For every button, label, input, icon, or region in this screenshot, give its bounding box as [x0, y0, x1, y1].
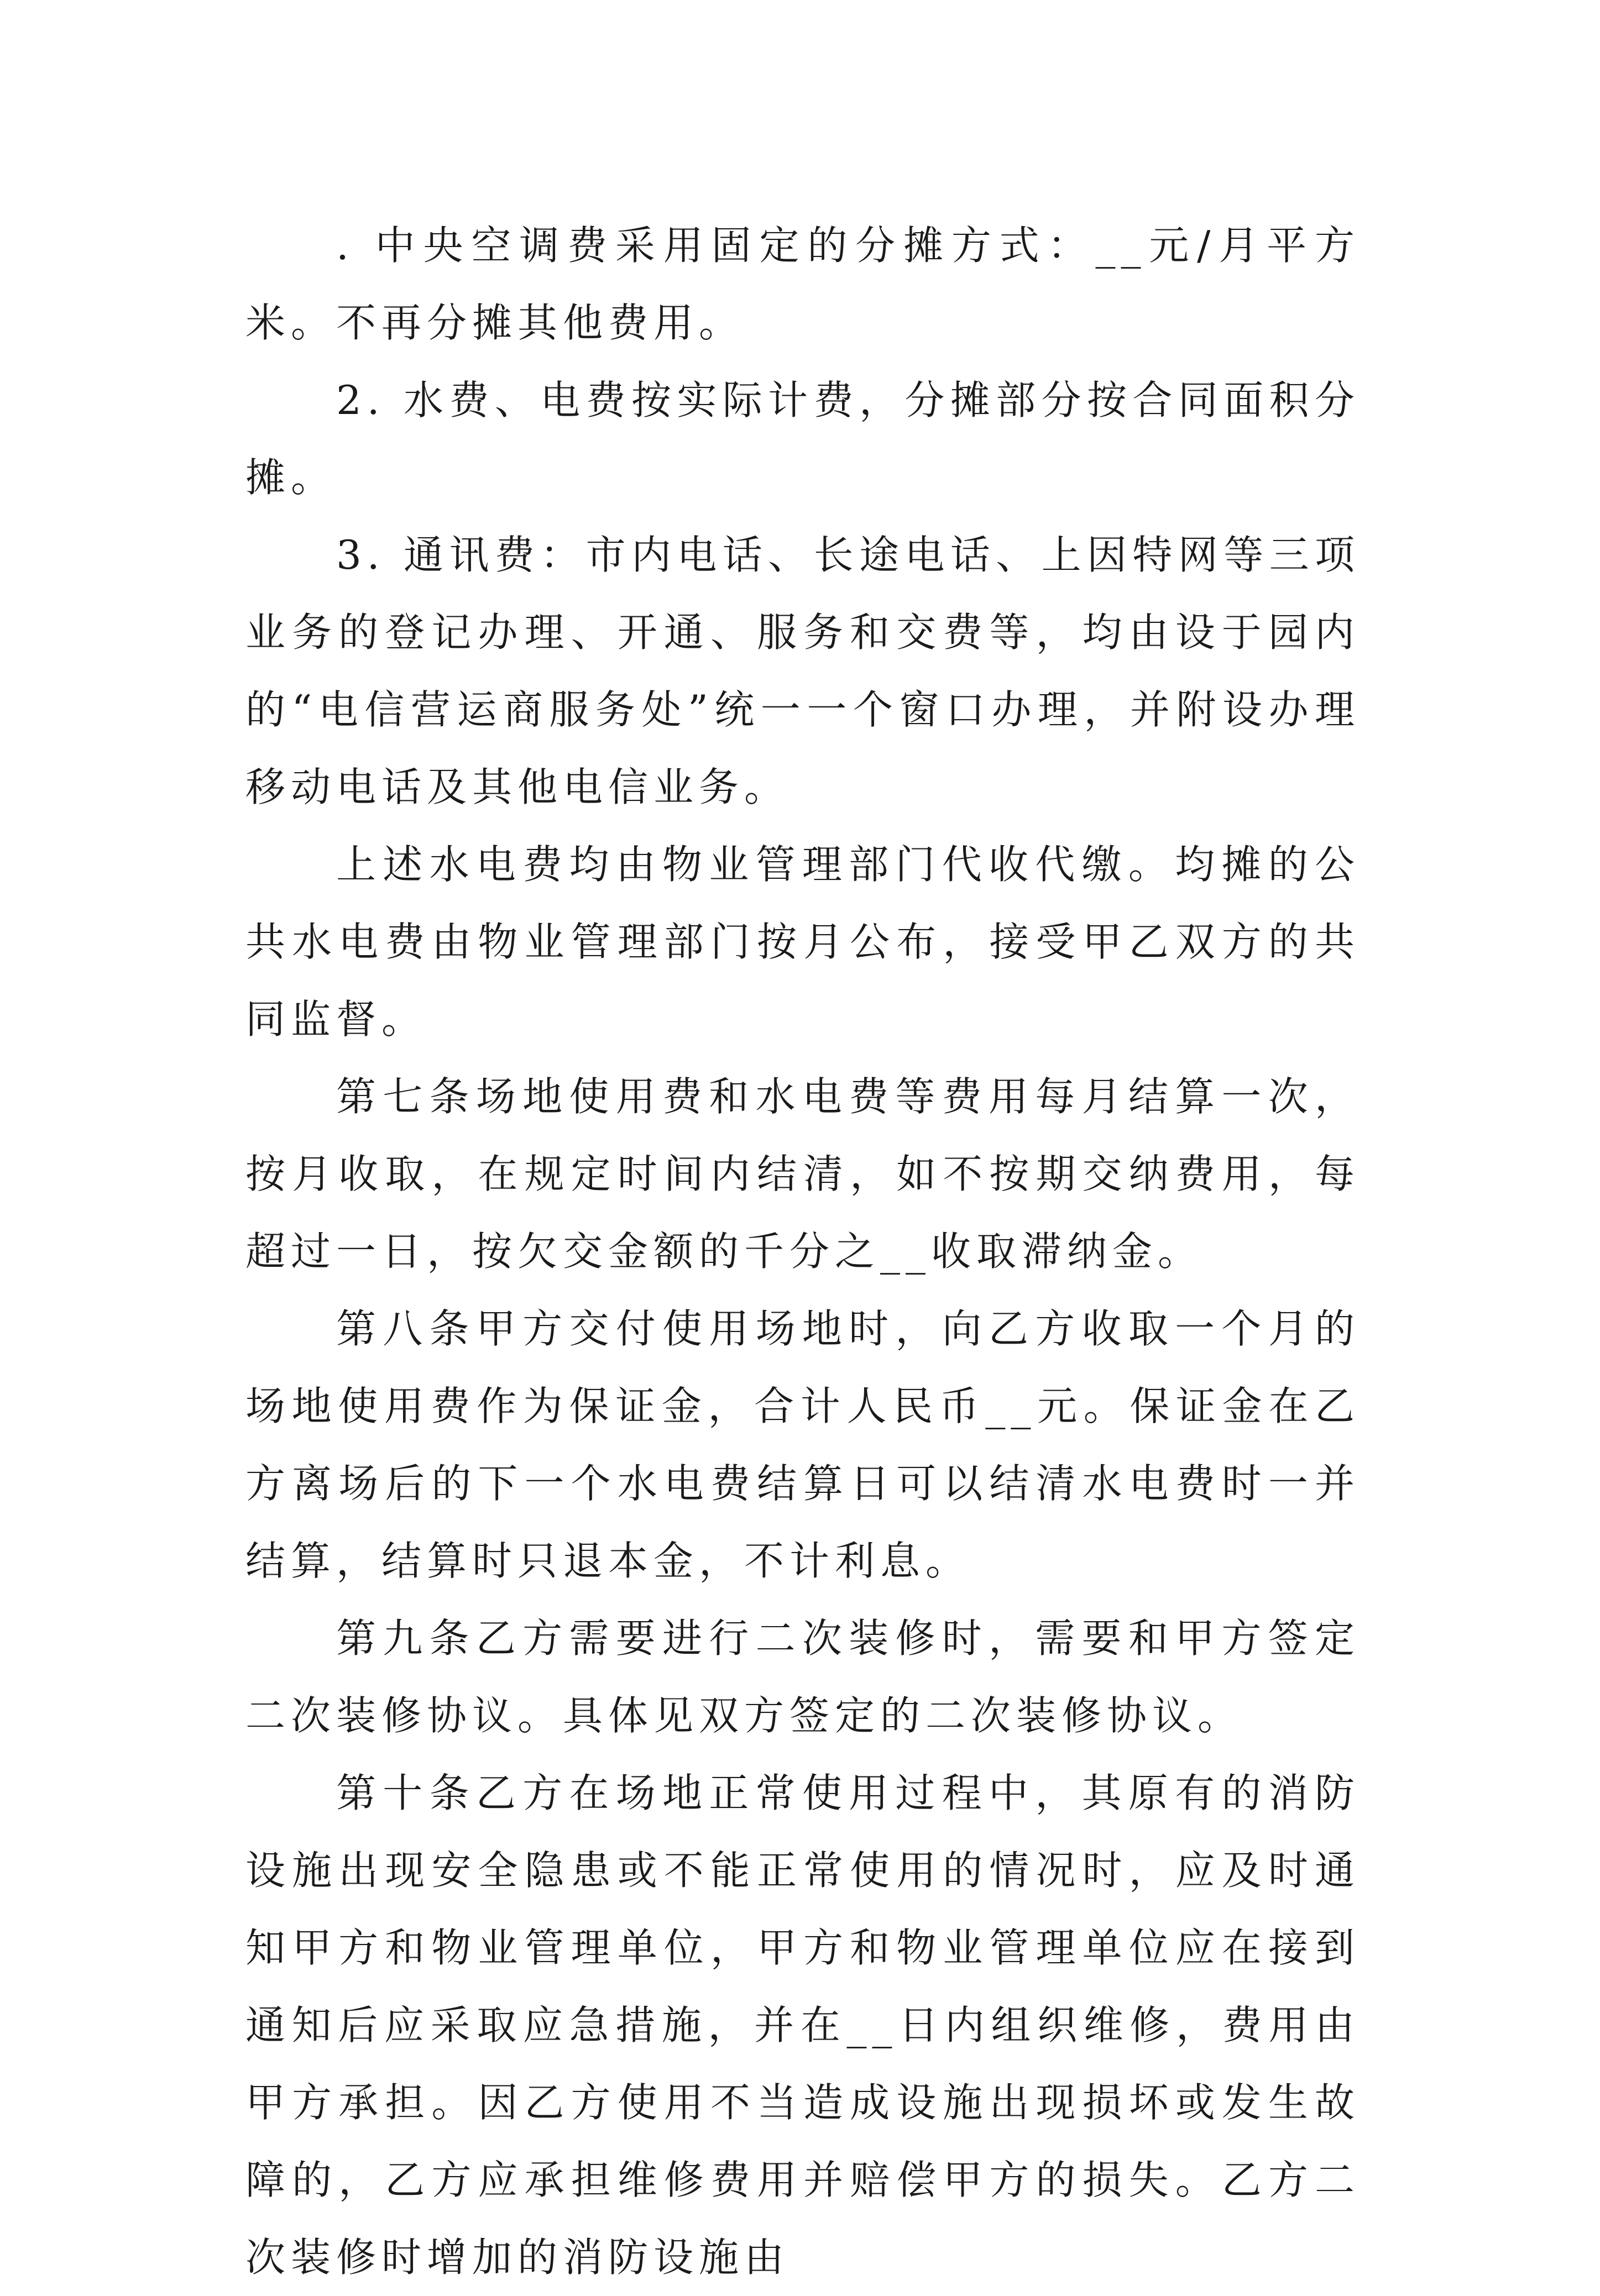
paragraph-water-electricity-fee: 2. 水费、电费按实际计费，分摊部分按合同面积分摊。	[245, 377, 1360, 501]
paragraph-article-9: 第九条乙方需要进行二次装修时，需要和甲方签定二次装修协议。具体见双方签定的二次装修协议。	[245, 1615, 1360, 1739]
paragraph-utility-collection: 上述水电费均由物业管理部门代收代缴。均摊的公共水电费由物业管理部门按月公布，接受甲乙双方的共同监督。	[245, 841, 1360, 1042]
paragraph-central-ac-fee: . 中央空调费采用固定的分摊方式：__元/月平方米。不再分摊其他费用。	[245, 222, 1360, 346]
paragraph-telecom-fee: 3. 通讯费：市内电话、长途电话、上因特网等三项业务的登记办理、开通、服务和交费等，均由设于园内的“电信营运商服务处”统一一个窗口办理，并附设办理移动电话及其他电信业务。	[245, 532, 1360, 810]
paragraph-article-8: 第八条甲方交付使用场地时，向乙方收取一个月的场地使用费作为保证金，合计人民币__元。保证金在乙方离场后的下一个水电费结算日可以结清水电费时一并结算，结算时只退本金，不计利息。	[245, 1306, 1360, 1584]
document-body	[245, 207, 1360, 2296]
paragraph-article-7: 第七条场地使用费和水电费等费用每月结算一次，按月收取，在规定时间内结清，如不按期交纳费用，每超过一日，按欠交金额的千分之__收取滞纳金。	[245, 1073, 1360, 1275]
paragraph-article-10: 第十条乙方在场地正常使用过程中，其原有的消防设施出现安全隐患或不能正常使用的情况时，应及时通知甲方和物业管理单位，甲方和物业管理单位应在接到通知后应采取应急措施，并在__日内组织维修，费用由甲方承担。因乙方使用不当造成设施出现损坏或发生故障的，乙方应承担维修费用并赔偿甲方的损失。乙方二次装修时增加的消防设施由	[245, 1770, 1360, 2281]
